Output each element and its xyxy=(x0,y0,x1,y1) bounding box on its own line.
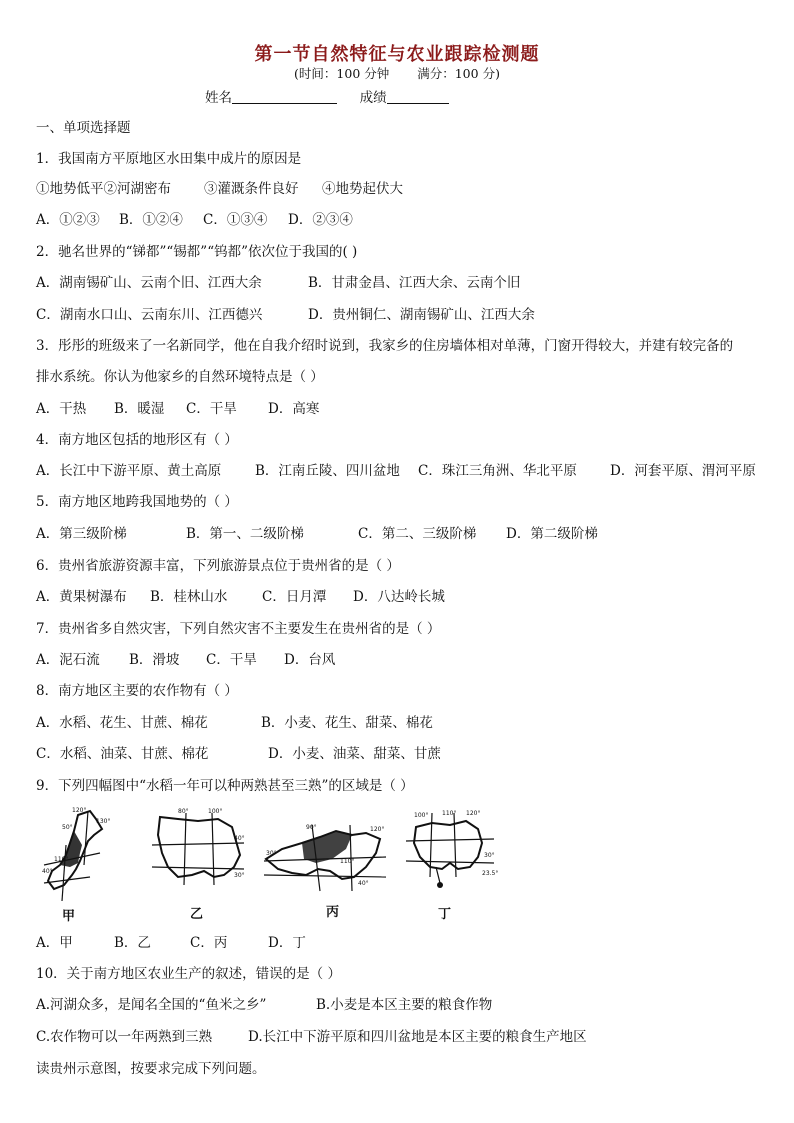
q9-option-b[interactable]: B．乙 xyxy=(114,935,151,951)
q6-option-b[interactable]: B．桂林山水 xyxy=(150,589,228,605)
q7-option-a[interactable]: A．泥石流 xyxy=(36,652,100,668)
map-jia-tick: 50° xyxy=(62,824,73,831)
instruction-text: 读贵州示意图，按要求完成下列问题。 xyxy=(36,1061,266,1077)
q6-stem: 6．贵州省旅游资源丰富，下列旅游景点位于贵州省的是（ ） xyxy=(36,558,400,574)
map-bing-tick: 90° xyxy=(306,824,317,831)
section-heading: 一、单项选择题 xyxy=(36,120,131,136)
map-bing-tick: 40° xyxy=(358,880,369,887)
q9-option-d[interactable]: D．丁 xyxy=(268,935,306,951)
q10-stem: 10．关于南方地区农业生产的叙述，错误的是（ ） xyxy=(36,966,341,982)
map-bing-label: 丙 xyxy=(326,905,340,920)
q4-option-d[interactable]: D．河套平原、渭河平原 xyxy=(610,463,756,479)
map-yi-figure xyxy=(148,805,248,895)
map-bing-tick: 110° xyxy=(340,858,355,865)
q5-option-a[interactable]: A．第三级阶梯 xyxy=(36,526,127,542)
q2-option-d[interactable]: D．贵州铜仁、湖南锡矿山、江西大余 xyxy=(308,307,535,323)
name-label: 姓名 xyxy=(205,90,232,106)
q1-option-d[interactable]: D．②③④ xyxy=(288,212,353,228)
q4-option-c[interactable]: C．珠江三角洲、华北平原 xyxy=(418,463,577,479)
q5-option-b[interactable]: B．第一、二级阶梯 xyxy=(186,526,304,542)
grade-label: 成绩 xyxy=(359,90,387,106)
map-bing-figure xyxy=(262,819,390,897)
q6-option-c[interactable]: C．日月潭 xyxy=(262,589,327,605)
q8-option-d[interactable]: D．小麦、油菜、甜菜、甘蔗 xyxy=(268,746,441,762)
q9-option-a[interactable]: A．甲 xyxy=(36,935,73,951)
q4-option-a[interactable]: A．长江中下游平原、黄土高原 xyxy=(36,463,222,479)
map-yi-tick: 30° xyxy=(234,872,245,879)
q3-option-d[interactable]: D．高寒 xyxy=(268,401,320,417)
q7-option-b[interactable]: B．滑坡 xyxy=(129,652,180,668)
map-bing-tick: 30° xyxy=(266,850,277,857)
q8-option-a[interactable]: A．水稻、花生、甘蔗、棉花 xyxy=(36,715,208,731)
q9-map-figures xyxy=(40,805,500,927)
map-jia-tick: 40° xyxy=(42,868,53,875)
map-yi-tick: 80° xyxy=(178,808,189,815)
grade-blank[interactable] xyxy=(387,89,449,104)
q8-stem: 8．南方地区主要的农作物有（ ） xyxy=(36,683,238,699)
q1-item: ①地势低平②河湖密布 xyxy=(36,181,171,197)
q8-option-b[interactable]: B．小麦、花生、甜菜、棉花 xyxy=(261,715,433,731)
student-info xyxy=(205,86,449,106)
q8-option-c[interactable]: C．水稻、油菜、甘蔗、棉花 xyxy=(36,746,209,762)
q7-option-d[interactable]: D．台风 xyxy=(284,652,336,668)
q6-option-d[interactable]: D．八达岭长城 xyxy=(353,589,445,605)
q10-option-a[interactable]: A.河湖众多，是闻名全国的“鱼米之乡” xyxy=(36,997,267,1013)
page-title: 第一节自然特征与农业跟踪检测题 xyxy=(254,44,540,65)
q4-option-b[interactable]: B．江南丘陵、四川盆地 xyxy=(255,463,400,479)
map-yi-tick: 40° xyxy=(234,835,245,842)
q9-stem: 9．下列四幅图中“水稻一年可以种两熟甚至三熟”的区域是（ ） xyxy=(36,778,414,794)
time-limit: (时间：100 分钟 xyxy=(294,66,390,81)
map-ding-tick: 120° xyxy=(466,810,481,817)
map-jia-figure xyxy=(40,805,115,905)
map-bing-tick: 120° xyxy=(370,826,385,833)
map-ding-tick: 30° xyxy=(484,852,495,859)
map-yi-tick: 100° xyxy=(208,808,223,815)
map-jia-tick: 120° xyxy=(72,807,87,814)
q6-option-a[interactable]: A．黄果树瀑布 xyxy=(36,589,127,605)
q1-item: ④地势起伏大 xyxy=(322,181,403,197)
q1-stem: 1．我国南方平原地区水田集中成片的原因是 xyxy=(36,151,302,167)
q1-item: ③灌溉条件良好 xyxy=(204,181,299,197)
q1-option-b[interactable]: B．①②④ xyxy=(119,212,183,228)
q7-option-c[interactable]: C．干旱 xyxy=(206,652,257,668)
map-ding-figure xyxy=(402,805,500,901)
map-ding-label: 丁 xyxy=(438,907,452,922)
q1-option-c[interactable]: C．①③④ xyxy=(203,212,268,228)
q3-stem-line1: 3．彤彤的班级来了一名新同学，他在自我介绍时说到，我家乡的住房墙体相对单薄，门窗开得较大，并建有较完备的 xyxy=(36,338,734,354)
q3-option-b[interactable]: B．暖湿 xyxy=(114,401,165,417)
map-yi-label: 乙 xyxy=(190,907,204,922)
map-jia-tick: 110° xyxy=(54,856,69,863)
map-jia-tick: 130° xyxy=(96,818,111,825)
q3-option-c[interactable]: C．干旱 xyxy=(186,401,237,417)
name-blank[interactable] xyxy=(232,89,337,104)
full-score: 满分：100 分) xyxy=(417,66,500,81)
q9-option-c[interactable]: C．丙 xyxy=(190,935,228,951)
q2-option-b[interactable]: B．甘肃金昌、江西大余、云南个旧 xyxy=(308,275,521,291)
q5-option-d[interactable]: D．第二级阶梯 xyxy=(506,526,598,542)
map-ding-tick: 23.5° xyxy=(482,870,499,877)
q5-stem: 5．南方地区地跨我国地势的（ ） xyxy=(36,494,238,510)
q10-option-b[interactable]: B.小麦是本区主要的粮食作物 xyxy=(316,997,493,1013)
map-ding-tick: 100° xyxy=(414,812,429,819)
q10-option-d[interactable]: D.长江中下游平原和四川盆地是本区主要的粮食生产地区 xyxy=(248,1029,587,1045)
q3-option-a[interactable]: A．干热 xyxy=(36,401,87,417)
q1-option-a[interactable]: A．①②③ xyxy=(36,212,100,228)
q3-stem-line2: 排水系统。你认为他家乡的自然环境特点是（ ） xyxy=(36,369,324,385)
q10-option-c[interactable]: C.农作物可以一年两熟到三熟 xyxy=(36,1029,213,1045)
q2-stem: 2．驰名世界的“锑都”“锡都”“钨都”依次位于我国的( ) xyxy=(36,244,358,260)
q2-option-c[interactable]: C．湖南水口山、云南东川、江西德兴 xyxy=(36,307,263,323)
map-jia-label: 甲 xyxy=(62,909,76,924)
q5-option-c[interactable]: C．第二、三级阶梯 xyxy=(358,526,477,542)
q4-stem: 4．南方地区包括的地形区有（ ） xyxy=(36,432,238,448)
q2-option-a[interactable]: A．湖南锡矿山、云南个旧、江西大余 xyxy=(36,275,262,291)
exam-meta xyxy=(0,64,794,82)
map-ding-tick: 110° xyxy=(442,810,457,817)
q7-stem: 7．贵州省多自然灾害，下列自然灾害不主要发生在贵州省的是（ ） xyxy=(36,621,441,637)
